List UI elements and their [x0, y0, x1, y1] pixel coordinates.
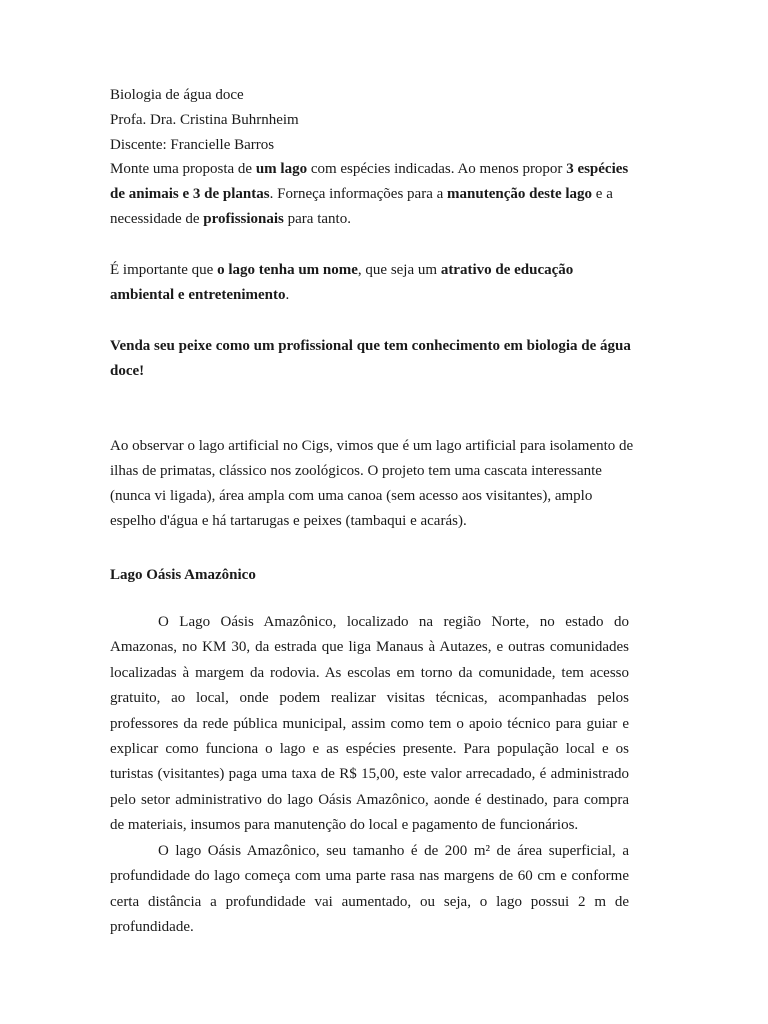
section-title: Lago Oásis Amazônico	[110, 567, 256, 583]
assignment-text: , que seja um	[357, 262, 441, 278]
assignment-text: com espécies indicadas. Ao menos propor	[307, 161, 567, 177]
student-name: Discente: Francielle Barros	[110, 137, 275, 153]
assignment-callout: Venda seu peixe como um profissional que tem conhecimento em biologia de água doce!	[110, 338, 631, 379]
professor-name: Profa. Dra. Cristina Buhrnheim	[110, 112, 299, 128]
assignment-text: para tanto.	[283, 211, 351, 227]
body-paragraph-1: O Lago Oásis Amazônico, localizado na região Norte, no estado do Amazonas, no KM 30, da estrada que liga Manaus à Autazes, e outras comunidades localizadas à margem da rodovia. As escolas em torno da comunidade, tem acesso gratuito, ao local, onde podem realizar visitas técnicas, acompanhadas pelos professores da rede pública municipal, assim como tem o apoio técnico para guiar e explicar como funciona o lago e as espécies presente. Para população local e os turistas (visitantes) paga uma taxa de R$ 15,00, este valor arrecadado, é administrado pelo setor administrativo do lago Oásis Amazônico, aonde é destinado, para compra de materiais, insumos para manutenção do local e pagamento de funcionários.	[110, 614, 629, 834]
assignment-text: É importante que	[110, 262, 218, 278]
assignment-text: . Forneça informações para a	[269, 186, 448, 202]
assignment-paragraph-1	[110, 157, 630, 232]
assignment-text: .	[285, 287, 290, 303]
assignment-emphasis: manutenção deste lago	[447, 186, 593, 202]
assignment-text: e a necessidade de	[110, 186, 613, 227]
assignment-text: Monte uma proposta de	[110, 161, 256, 177]
assignment-emphasis: atrativo de educação ambiental e entretenimento	[110, 262, 574, 303]
observation-paragraph: Ao observar o lago artificial no Cigs, vimos que é um lago artificial para isolamento de ilhas de primatas, clássico nos zoológicos. O projeto tem uma cascata interessante (nunca vi ligada), área ampla com uma canoa (sem acesso aos visitantes), amplo espelho d'água e há tartarugas e peixes (tambaqui e acarás).	[110, 438, 634, 529]
assignment-emphasis: o lago tenha um nome	[217, 262, 358, 278]
assignment-emphasis: um lago	[255, 161, 308, 177]
course-title: Biologia de água doce	[110, 87, 244, 103]
assignment-paragraph-2	[110, 258, 615, 308]
body-paragraph-2: O lago Oásis Amazônico, seu tamanho é de 200 m² de área superficial, a profundidade do lago começa com uma parte rasa nas margens de 60 cm e conforme certa distância a profundidade vai aumentado, ou seja, o lago possui 2 m de profundidade.	[110, 843, 629, 936]
assignment-emphasis: 3 espécies de animais e 3 de plantas	[110, 161, 629, 202]
assignment-emphasis: profissionais	[203, 211, 284, 227]
